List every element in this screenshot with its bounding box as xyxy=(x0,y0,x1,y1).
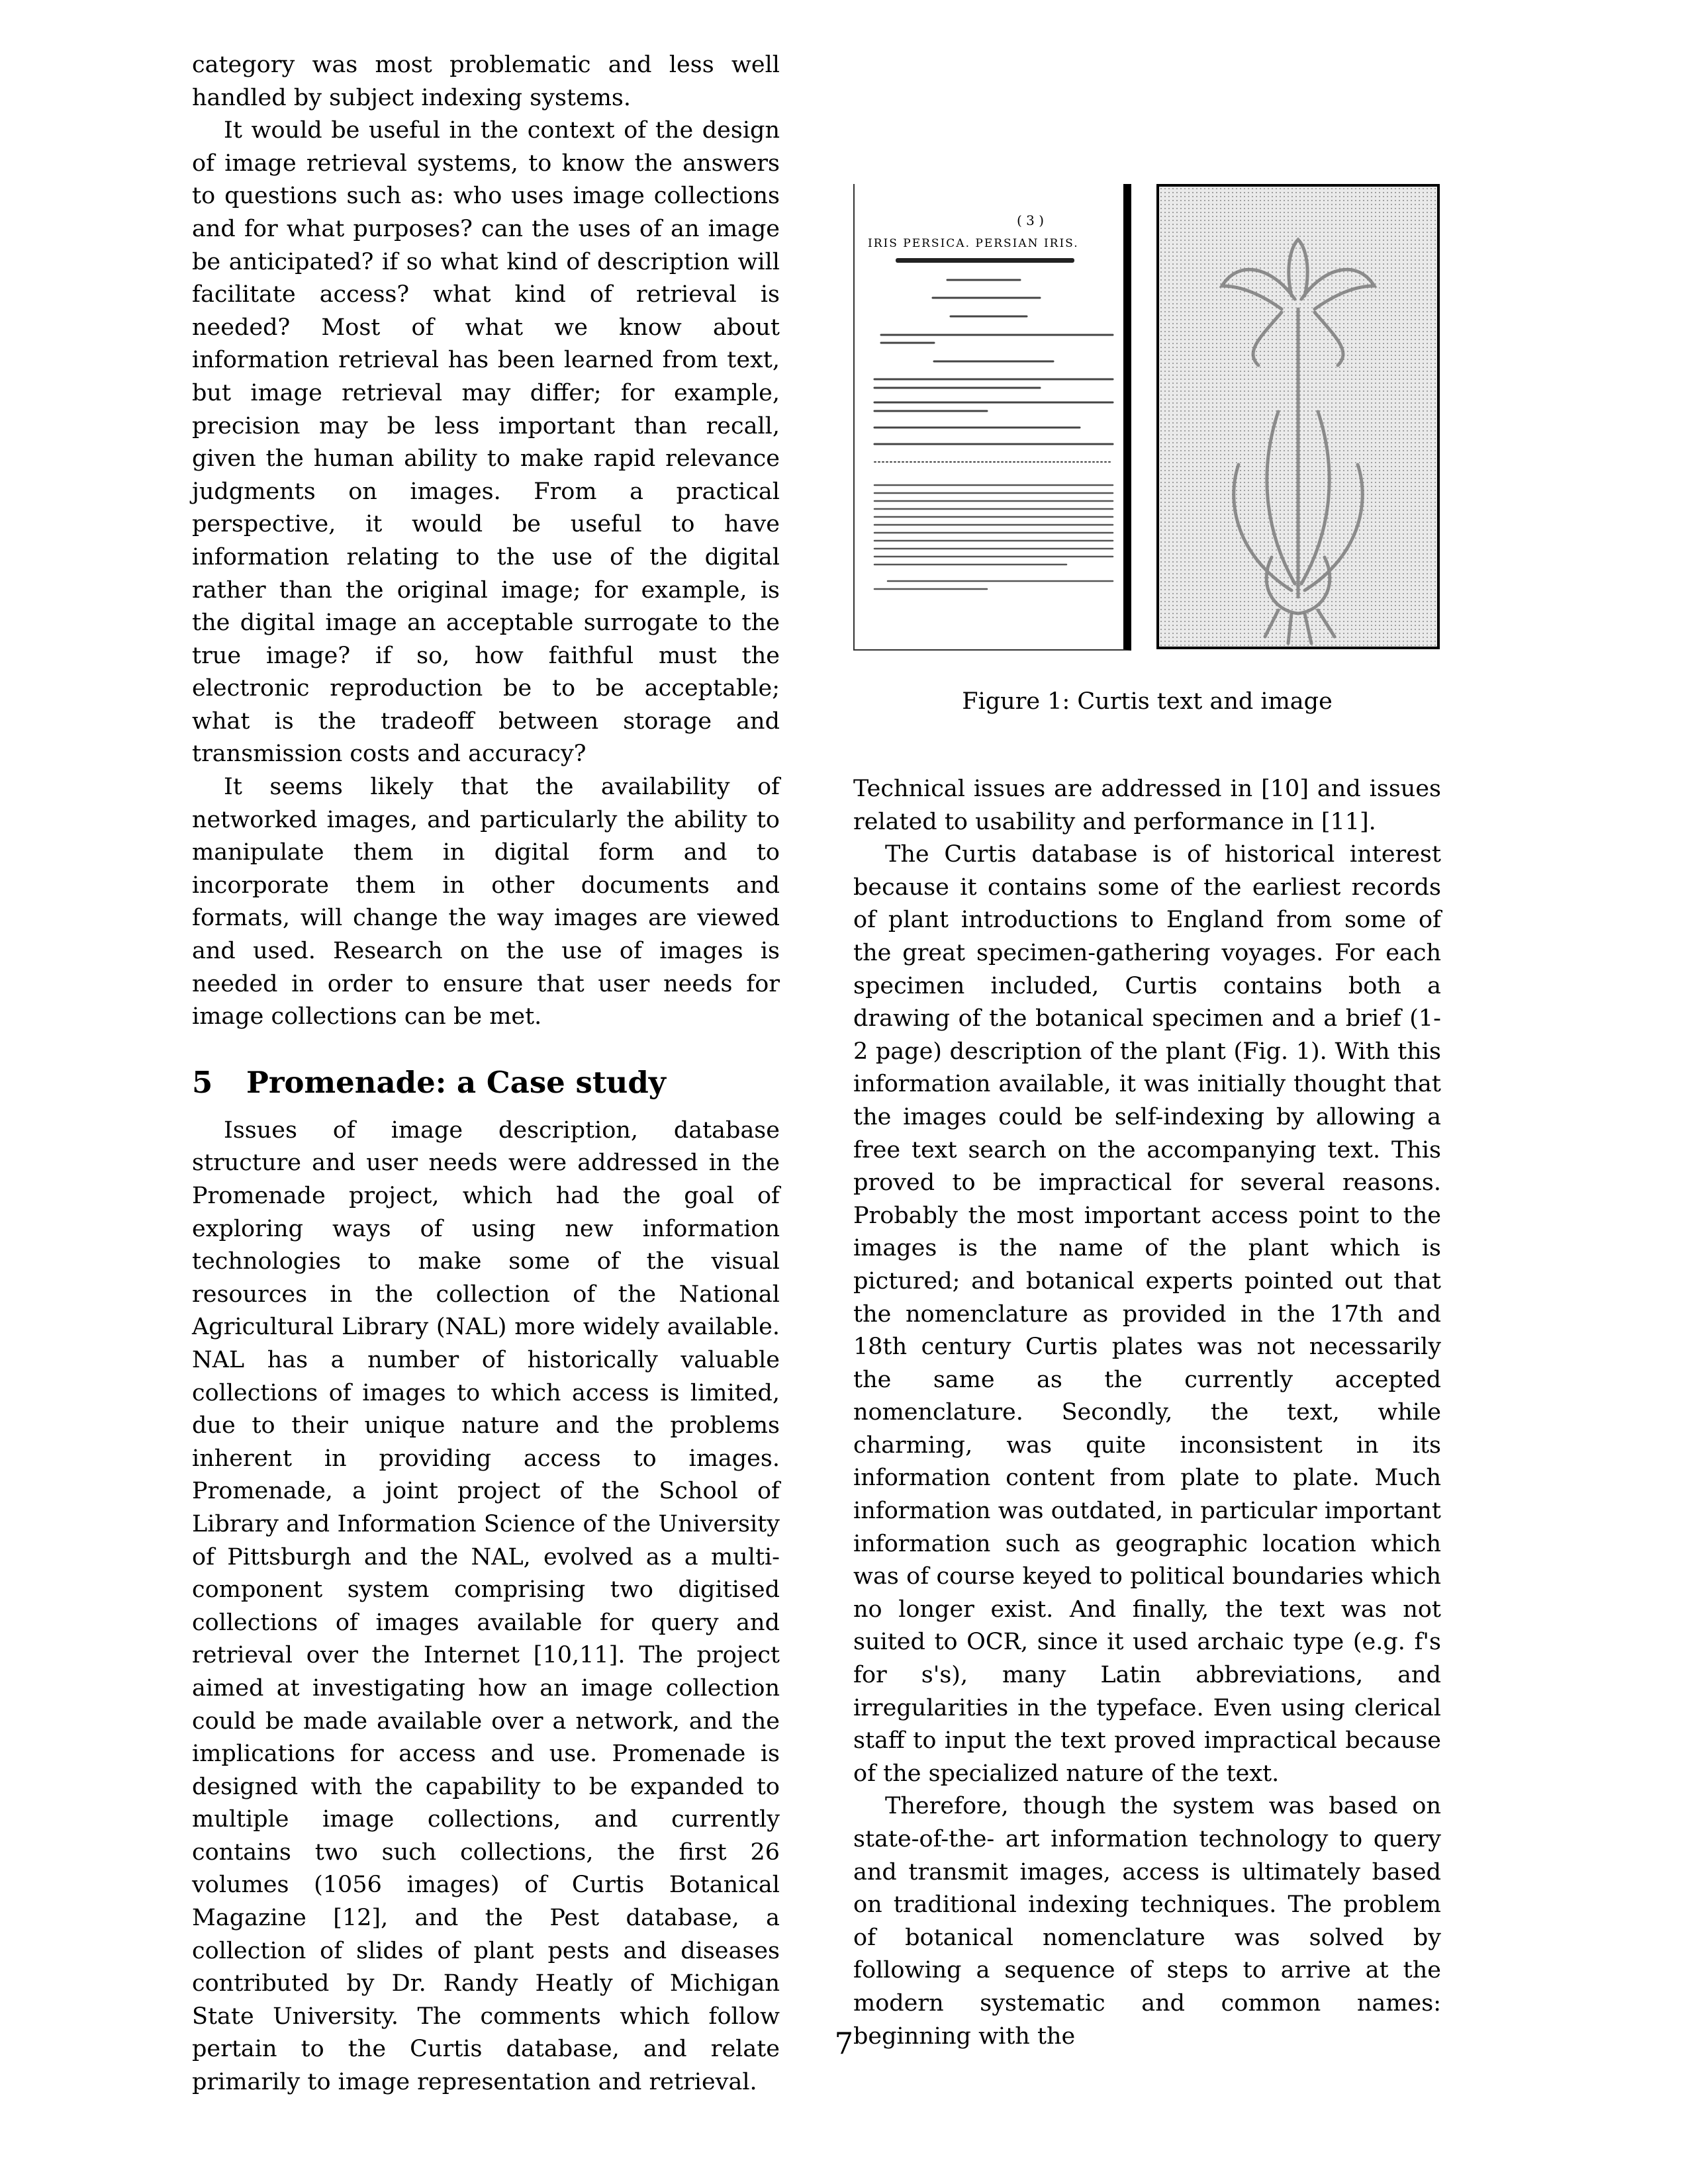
figure-images xyxy=(853,184,1441,652)
ornament-row xyxy=(896,258,1074,263)
plate-text-lines xyxy=(874,280,1113,462)
paragraph: Therefore, though the system was based on state-of-the- art information technology to query and transmit images, access is ultimately based on traditional indexing techniques. The problem of botanical nomenclature was solved by following a sequence of steps to arrive at the modern systematic and common names: beginning with the xyxy=(853,1793,1441,2050)
right-column xyxy=(853,773,1441,2053)
figure-caption: Figure 1: Curtis text and image xyxy=(962,688,1333,715)
paragraph: It seems likely that the availability of networked images, and particularly the ability to manipulate them in digital form and to incorporate them in other documents and formats, will change the way images are viewed and used. Research on the use of images is needed in order to ensure that user needs for image collections can be met. xyxy=(192,774,780,1030)
section-title: Promenade: a Case study xyxy=(246,1064,666,1100)
plate-body-lines xyxy=(874,485,1113,589)
paragraph: category was most problematic and less well handled by subject indexing systems. xyxy=(192,52,780,111)
iris-drawing xyxy=(1159,187,1437,647)
plate-page-mark: ( 3 ) xyxy=(1017,212,1045,228)
section-number: 5 xyxy=(192,1064,213,1100)
paragraph: Issues of image description, database structure and user needs were addressed in the Promenade project, which had the goal of exploring ways of using new information technologies to make some of the visual resources in the collection of the National Agricultural Library (NAL) more widely available. NAL has a number of historically valuable collections of images to which access is limited, due to their unique nature and the problems inherent in providing access to images. Promenade, a joint project of the School of Library and Information Science of the University of Pittsburgh and the NAL, evolved as a multi-component system comprising two digitised collections of images available for query and retrieval over the Internet [10,11]. The project aimed at investigating how an image collection could be made available over a network, and the implications for access and use. Promenade is designed with the capability to be expanded to multiple image collections, and currently contains two such collections, the first 26 volumes (1056 images) of Curtis Botanical Magazine [12], and the Pest database, a collection of slides of plant pests and diseases contributed by Dr. Randy Heatly of Michigan State University. The comments which follow pertain to the Curtis database, and relate primarily to image representation and retrieval. xyxy=(192,1116,780,2096)
section-heading xyxy=(192,1063,780,1103)
paragraph: Technical issues are addressed in [10] and issues related to usability and performance in [11]. xyxy=(853,776,1441,835)
paragraph: It would be useful in the context of the design of image retrieval systems, to know the answers to questions such as: who uses image collections and for what purposes? can the uses of an image be anticipated? if so what kind of description will facilitate access? what kind of retrieval is needed? Most of what we know about information retrieval has been learned from text, but image retrieval may differ; for example, precision may be less important than recall, given the human ability to make rapid relevance judgments on images. From a practical perspective, it would be useful to have information relating to the use of the digital rather than the original image; for example, is the digital image an acceptable surrogate to the true image? if so, how faithful must the electronic reproduction be to be acceptable; what is the tradeoff between storage and transmission costs and accuracy? xyxy=(192,117,780,768)
page-number: 7 xyxy=(834,2026,854,2061)
curtis-text-plate xyxy=(853,184,1131,651)
text-plate-drawing xyxy=(855,184,1123,649)
left-column xyxy=(192,49,780,2099)
paragraph: The Curtis database is of historical interest because it contains some of the earliest records of plant introductions to England from some of the great specimen-gathering voyages. For each specimen included, Curtis contains both a drawing of the botanical specimen and a brief (1-2 page) description of the plant (Fig. 1). With this information available, it was initially thought that the images could be self-indexing by allowing a free text search on the accompanying text. This proved to be impractical for several reasons. Probably the most important access point to the images is the name of the plant which is pictured; and botanical experts pointed out that the nomenclature as provided in the 17th and 18th century Curtis plates was not necessarily the same as the currently accepted nomenclature. Secondly, the text, while charming, was quite inconsistent in its information content from plate to plate. Much information was outdated, in particular important information such as geographic location which was of course keyed to political boundaries which no longer exist. And finally, the text was not suited to OCR, since it used archaic type (e.g. f's for s's), many Latin abbreviations, and irregularities in the typeface. Even using clerical staff to input the text proved impractical because of the specialized nature of the text. xyxy=(853,841,1441,1787)
figure-1 xyxy=(853,184,1441,729)
curtis-image-plate xyxy=(1156,184,1440,649)
plate-heading: IRIS PERSICA. PERSIAN IRIS. xyxy=(868,237,1079,250)
